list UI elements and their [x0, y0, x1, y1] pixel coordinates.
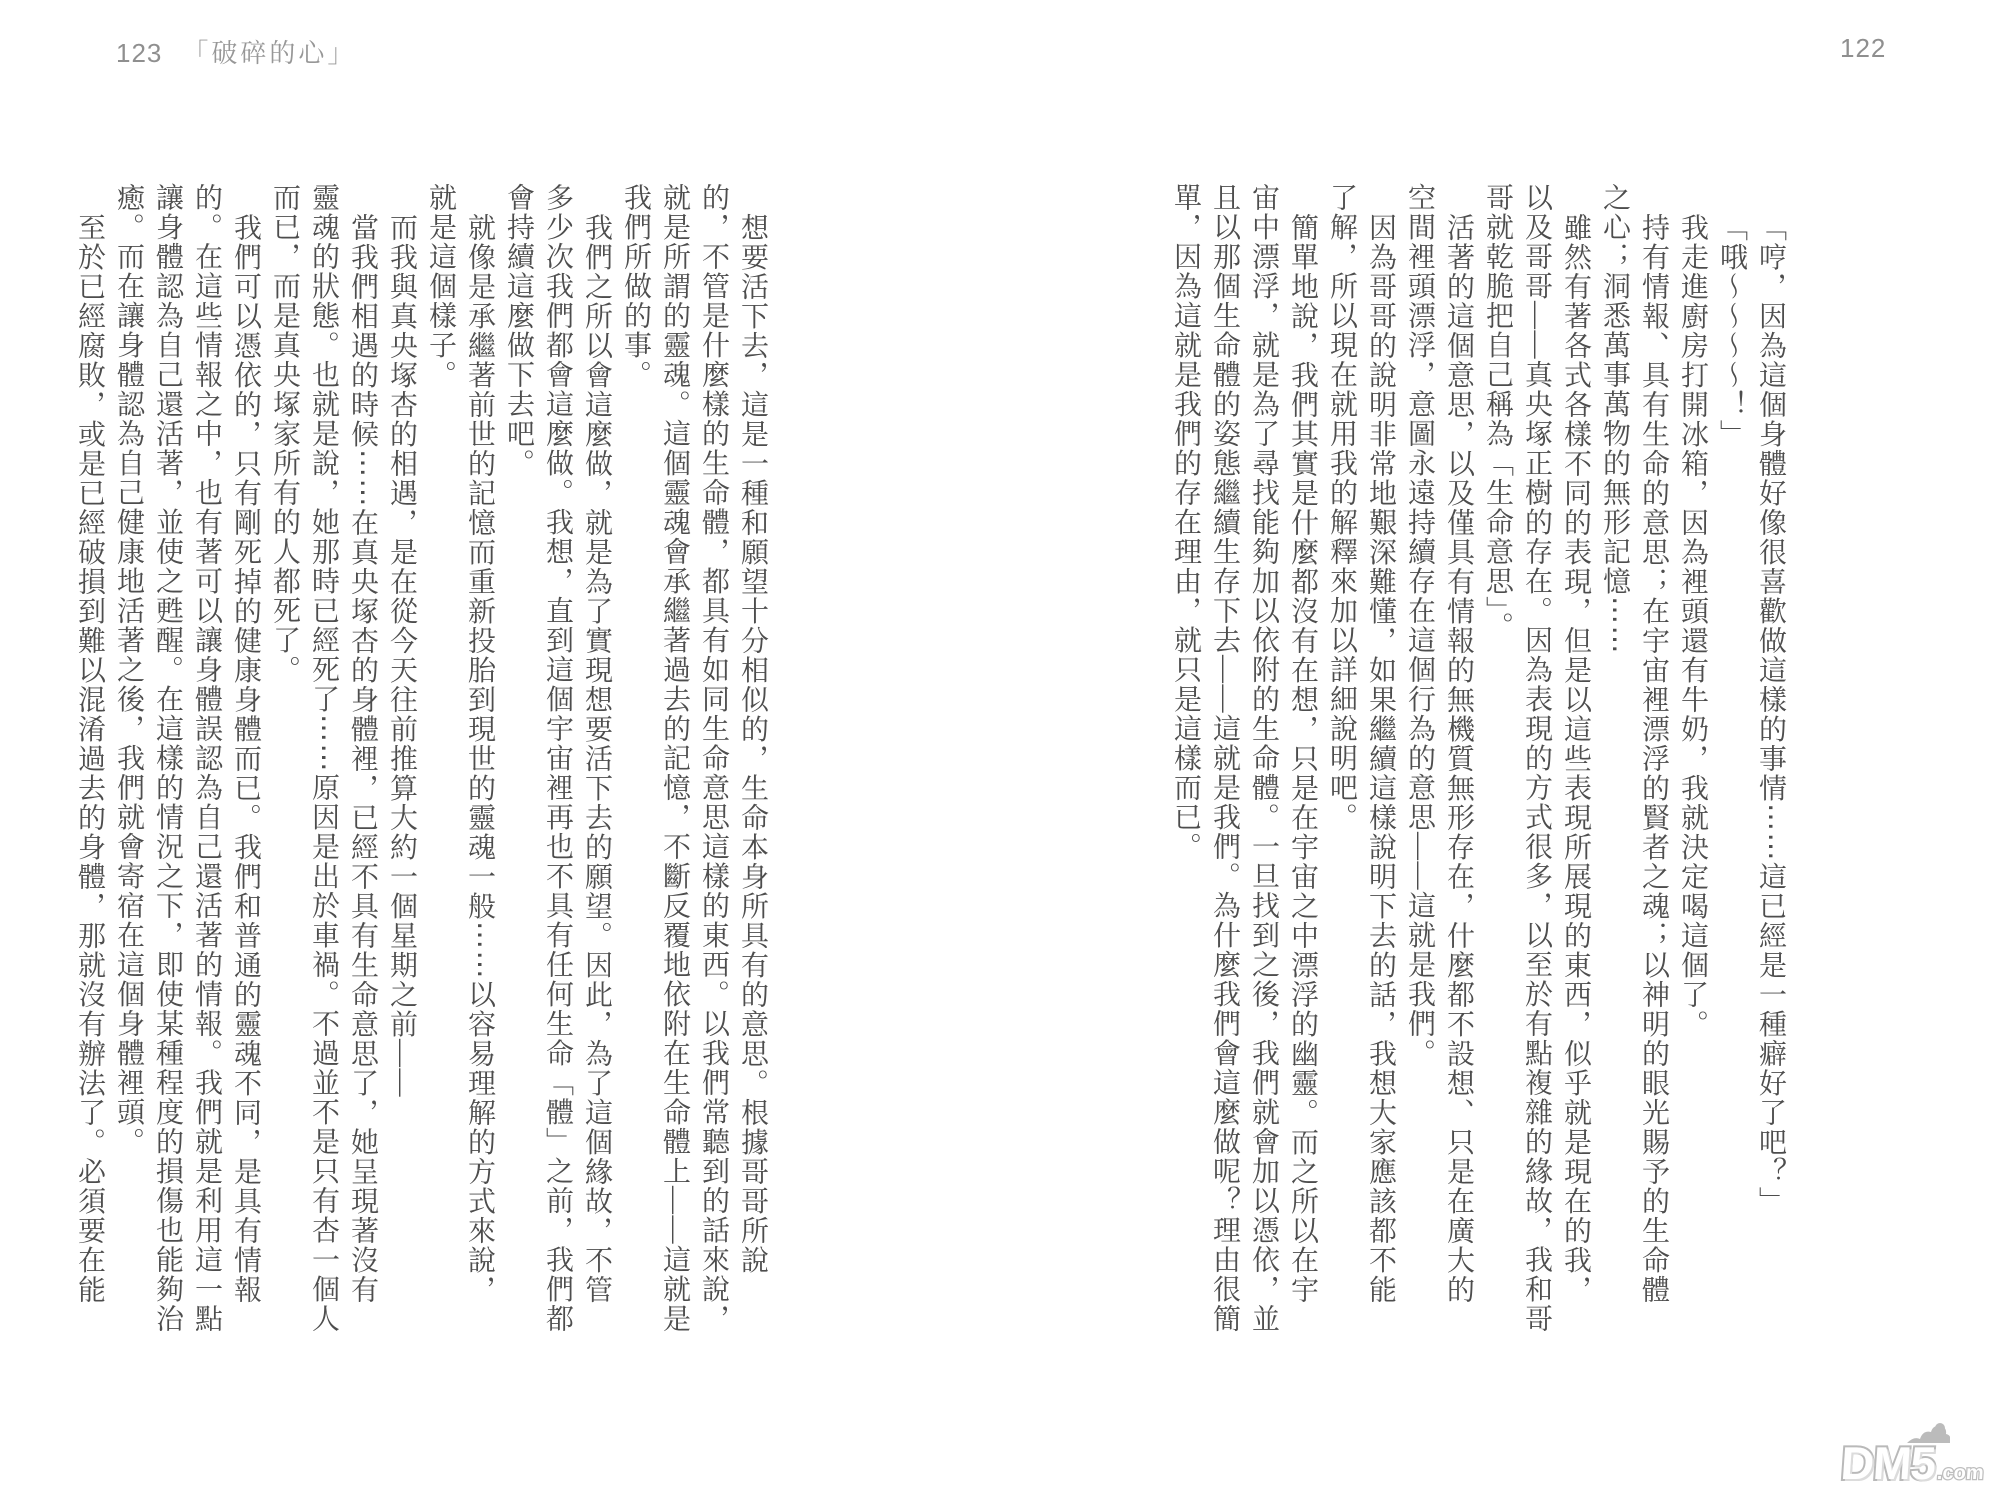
- dm5-logo-suffix: .com: [1936, 1462, 1985, 1484]
- right-page-number: 122: [1840, 33, 1887, 63]
- text-column: 就是這個樣子。: [425, 183, 456, 390]
- dm5-logo-text: DM5: [1839, 1437, 1938, 1489]
- text-column: 讓身體認為自己還活著，並使之甦醒。在這樣的情況之下，即使某種程度的損傷也能夠治: [152, 183, 183, 1334]
- chapter-title: 「破碎的心」: [182, 38, 357, 68]
- text-column: 的，不管是什麼樣的生命體，都具有如同生命意思這樣的東西。以我們常聽到的話來說，: [698, 183, 729, 1334]
- text-column: 就像是承繼著前世的記憶而重新投胎到現世的靈魂一般⋯⋯以容易理解的方式來說，: [464, 213, 495, 1305]
- text-column: 雖然有著各式各樣不同的表現，但是以這些表現所展現的東西，似乎就是現在的我，: [1560, 213, 1591, 1305]
- text-column: 靈魂的狀態。也就是說，她那時已經死了⋯⋯原因是出於車禍。不過並不是只有杏一個人: [308, 183, 339, 1334]
- text-column: 我們之所以會這麼做，就是為了實現想要活下去的願望。因此，為了這個緣故，不管: [581, 213, 612, 1305]
- left-page-text: [70, 183, 772, 1348]
- text-column: 我走進廚房打開冰箱，因為裡頭還有牛奶，我就決定喝這個了。: [1677, 213, 1708, 1039]
- text-column: 哥就乾脆把自己稱為「生命意思」。: [1482, 183, 1513, 641]
- text-column: 以及哥哥——真央塚正樹的存在。因為表現的方式很多，以至於有點複雜的緣故，我和哥: [1521, 183, 1552, 1334]
- text-column: 活著的這個意思，以及僅具有情報的無機質無形存在，什麼都不設想、只是在廣大的: [1443, 213, 1474, 1305]
- text-column: 我們所做的事。: [620, 183, 651, 390]
- right-page-text: [1166, 183, 1790, 1348]
- text-column: 且以那個生命體的姿態繼續生存下去——這就是我們。為什麼我們會這麼做呢？理由很簡: [1209, 183, 1240, 1334]
- text-column: 宙中漂浮，就是為了尋找能夠加以依附的生命體。一旦找到之後，我們就會加以憑依，並: [1248, 183, 1279, 1334]
- text-column: 「哼，因為這個身體好像很喜歡做這樣的事情⋯⋯這已經是一種癖好了吧？」: [1755, 213, 1786, 1216]
- text-column: 空間裡頭漂浮，意圖永遠持續存在這個行為的意思——這就是我們。: [1404, 183, 1435, 1068]
- text-column: 就是所謂的靈魂。這個靈魂會承繼著過去的記憶，不斷反覆地依附在生命體上——這就是: [659, 183, 690, 1334]
- text-column: 而已，而是真央塚家所有的人都死了。: [269, 183, 300, 685]
- text-column: 的。在這些情報之中，也有著可以讓身體誤認為自己還活著的情報。我們就是利用這一點: [191, 183, 222, 1334]
- text-column: 而我與真央塚杏的相遇，是在從今天往前推算大約一個星期之前——: [386, 213, 417, 1098]
- text-column: 單，因為這就是我們的存在理由，就只是這樣而已。: [1170, 183, 1201, 862]
- text-column: 多少次我們都會這麼做。我想，直到這個宇宙裡再也不具有任何生命「體」之前，我們都: [542, 183, 573, 1334]
- dm5-watermark: [1841, 1436, 1984, 1490]
- text-column: 「哦～～～～！」: [1716, 213, 1747, 449]
- text-column: 之心；洞悉萬事萬物的無形記憶⋯⋯: [1599, 183, 1630, 655]
- text-column: 至於已經腐敗，或是已經破損到難以混淆過去的身體，那就沒有辦法了。必須要在能: [74, 213, 105, 1305]
- text-column: 了解，所以現在就用我的解釋來加以詳細說明吧。: [1326, 183, 1357, 832]
- text-column: 因為哥哥的說明非常地艱深難懂，如果繼續這樣說明下去的話，我想大家應該都不能: [1365, 213, 1396, 1305]
- text-column: 持有情報、具有生命的意思；在宇宙裡漂浮的賢者之魂；以神明的眼光賜予的生命體: [1638, 213, 1669, 1305]
- left-page-header: [116, 33, 356, 70]
- text-column: 簡單地說，我們其實是什麼都沒有在想，只是在宇宙之中漂浮的幽靈。而之所以在宇: [1287, 213, 1318, 1305]
- text-column: 我們可以憑依的，只有剛死掉的健康身體而已。我們和普通的靈魂不同，是具有情報: [230, 213, 261, 1305]
- text-column: 會持續這麼做下去吧。: [503, 183, 534, 478]
- text-column: 當我們相遇的時候⋯⋯在真央塚杏的身體裡，已經不具有生命意思了，她呈現著沒有: [347, 213, 378, 1305]
- text-column: 癒。而在讓身體認為自己健康地活著之後，我們就會寄宿在這個身體裡頭。: [113, 183, 144, 1157]
- left-page-number: 123: [116, 38, 163, 68]
- text-column: 想要活下去，這是一種和願望十分相似的，生命本身所具有的意思。根據哥哥所說: [737, 213, 768, 1275]
